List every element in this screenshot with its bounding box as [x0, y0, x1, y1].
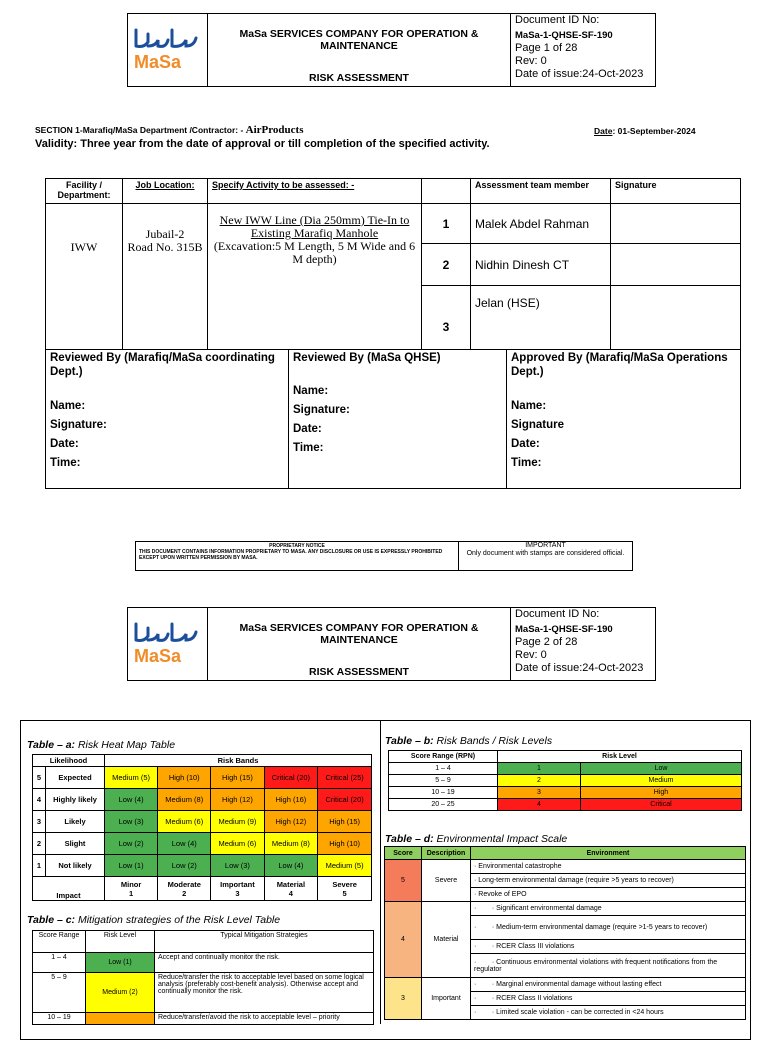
- document-type: RISK ASSESSMENT: [309, 666, 409, 678]
- approved-block: [506, 350, 741, 488]
- env-score: 4: [385, 902, 422, 978]
- page-number: Page 2 of 28: [515, 636, 578, 648]
- job-location-header: Job Location:: [123, 179, 208, 204]
- validity-text: Validity: Three year from the date of approval or till completion of the specified activity.: [35, 138, 490, 150]
- env-item: · · Continuous environmental violations with frequent notifications from the regulator: [471, 954, 746, 978]
- date-label: Date:: [50, 438, 79, 450]
- heat-row: [33, 789, 372, 811]
- env-item: · · Marginal environmental damage without lasting effect: [471, 978, 746, 992]
- heat-cell: High (16): [264, 789, 318, 811]
- team-no: 2: [422, 244, 471, 286]
- logo-text: MaSa: [134, 646, 182, 666]
- env-item: · · Medium-term environmental damage (require >1-5 years to recover): [471, 916, 746, 940]
- masa-arabic-logo-icon: [132, 24, 202, 54]
- band-level: Medium: [581, 775, 742, 787]
- revision: Rev: 0: [515, 649, 547, 661]
- heat-cell: High (10): [318, 833, 372, 855]
- heat-cell: Critical (20): [264, 767, 318, 789]
- impact-cell: Material 4: [264, 877, 318, 901]
- impact-cell: Severe 5: [318, 877, 372, 901]
- likelihood-label: Slight: [46, 833, 105, 855]
- table-b-title: [385, 735, 552, 747]
- revision: Rev: 0: [515, 55, 547, 67]
- heat-row: [33, 811, 372, 833]
- table-d-label: Table – d:: [385, 833, 434, 845]
- company-name: MaSa SERVICES COMPANY FOR OPERATION & MAINTENANCE: [239, 622, 479, 646]
- band-row: [389, 799, 742, 811]
- band-row: [389, 787, 742, 799]
- heat-cell: Low (2): [158, 855, 211, 877]
- mit-row: [33, 1013, 374, 1025]
- mit-text: Reduce/transfer/avoid the risk to acceptable level – priority: [155, 1013, 374, 1025]
- mit-strategy-header: Typical Mitigation Strategies: [155, 931, 374, 953]
- heat-cell: Low (4): [105, 789, 158, 811]
- band-range: 20 – 25: [389, 799, 498, 811]
- heat-cell: High (10): [158, 767, 211, 789]
- band-row: [389, 775, 742, 787]
- reviewed-coord-title: Reviewed By (Marafiq/MaSa coordinating Dept.): [50, 352, 275, 378]
- mitigation-table: [32, 930, 374, 1025]
- likelihood-label: Highly likely: [46, 789, 105, 811]
- env-item: · · RCER Class III violations: [471, 940, 746, 954]
- team-no: 1: [422, 204, 471, 244]
- activity-value: [208, 204, 422, 350]
- reviewed-coord-block: [45, 350, 288, 488]
- page2-header: [127, 607, 656, 681]
- heat-cell: Low (4): [158, 833, 211, 855]
- impact-cell: Moderate 2: [158, 877, 211, 901]
- env-desc-header: Description: [422, 847, 471, 860]
- job-location-line2: Road No. 315B: [127, 240, 203, 254]
- heat-cell: Critical (25): [318, 767, 372, 789]
- likelihood-number: 4: [33, 789, 46, 811]
- likelihood-number: 3: [33, 811, 46, 833]
- assessment-table: [45, 178, 741, 350]
- risk-bands-header: Risk Bands: [105, 755, 372, 767]
- doc-info: [511, 14, 655, 86]
- page-number: Page 1 of 28: [515, 42, 578, 54]
- document-type: RISK ASSESSMENT: [309, 72, 409, 84]
- notice-title: PROPRIETARY NOTICE: [269, 543, 325, 549]
- signature-header: Signature: [611, 179, 741, 204]
- mit-text: Reduce/transfer the risk to acceptable level based on some logical analysis (preferably cost-benefit analysis). Otherwise accept and continually monitor the risk.: [155, 973, 374, 1013]
- band-number: 3: [498, 787, 581, 799]
- likelihood-label: Expected: [46, 767, 105, 789]
- time-label: Time:: [293, 442, 324, 454]
- heat-cell: Critical (20): [318, 789, 372, 811]
- band-level: Low: [581, 763, 742, 775]
- heat-cell: Low (2): [105, 833, 158, 855]
- band-range: 1 – 4: [389, 763, 498, 775]
- heat-cell: Medium (6): [158, 811, 211, 833]
- env-item: · Long-term environmental damage (require >5 years to recover): [471, 874, 746, 888]
- name-label: Name:: [511, 400, 547, 412]
- impact-label: Impact: [33, 877, 105, 901]
- heat-cell: Medium (5): [105, 767, 158, 789]
- env-item: · Environmental catastrophe: [471, 860, 746, 874]
- impact-cell: Minor 1: [105, 877, 158, 901]
- team-header: Assessment team member: [471, 179, 611, 204]
- doc-info: [511, 608, 655, 680]
- facility-value: IWW: [46, 204, 123, 350]
- table-c-title: [27, 914, 280, 926]
- date-label: Date:: [511, 438, 540, 450]
- team-no: 3: [422, 286, 471, 350]
- section-date: [594, 126, 696, 136]
- band-row: [389, 763, 742, 775]
- activity-header: Specify Activity to be assessed: -: [208, 179, 422, 204]
- env-score: 3: [385, 978, 422, 1020]
- env-env-header: Environment: [471, 847, 746, 860]
- date-value: : 01-September-2024: [612, 126, 696, 136]
- impact-row: [33, 877, 372, 901]
- heat-cell: Medium (8): [158, 789, 211, 811]
- table-b-subtitle: Risk Bands / Risk Levels: [433, 735, 553, 747]
- likelihood-number: 2: [33, 833, 46, 855]
- signature-label: Signature:: [293, 404, 350, 416]
- table-a-subtitle: Risk Heat Map Table: [75, 739, 176, 751]
- job-location-line1: Jubail-2: [145, 227, 185, 241]
- reviewed-qhse-block: [288, 350, 506, 488]
- contractor-name: AirProducts: [245, 124, 304, 136]
- table-d-subtitle: Environmental Impact Scale: [433, 833, 568, 845]
- page1-header: [127, 13, 656, 87]
- heat-cell: Medium (6): [211, 833, 264, 855]
- risk-level-header: Risk Level: [498, 751, 742, 763]
- mit-range: 5 – 9: [33, 973, 86, 1013]
- table-a-title: [27, 739, 175, 751]
- rpn-header: Score Range (RPN): [389, 751, 498, 763]
- facility-header: Facility / Department:: [46, 179, 123, 204]
- risk-heat-map: [32, 754, 372, 901]
- logo-text: MaSa: [134, 52, 182, 72]
- band-number: 4: [498, 799, 581, 811]
- doc-id: MaSa-1-QHSE-SF-190: [515, 624, 613, 635]
- team-member: Jelan (HSE): [471, 286, 611, 350]
- env-desc: Severe: [422, 860, 471, 902]
- date-label: Date:: [293, 423, 322, 435]
- band-level: Critical: [581, 799, 742, 811]
- heat-row: [33, 833, 372, 855]
- activity-title: New IWW Line (Dia 250mm) Tie-In to Existing Marafiq Manhole: [219, 213, 410, 240]
- signature-label: Signature:: [50, 419, 107, 431]
- band-level: High: [581, 787, 742, 799]
- team-member: Nidhin Dinesh CT: [471, 244, 611, 286]
- environmental-impact-table: [384, 846, 746, 1020]
- likelihood-label: Not likely: [46, 855, 105, 877]
- env-item: · · Limited scale violation - can be corrected in <24 hours: [471, 1006, 746, 1020]
- team-signature: [611, 286, 741, 350]
- proprietary-notice: [135, 541, 633, 571]
- mit-level-header: Risk Level: [86, 931, 155, 953]
- heat-cell: Low (4): [264, 855, 318, 877]
- heat-cell: Medium (8): [264, 833, 318, 855]
- heat-cell: Medium (9): [211, 811, 264, 833]
- important-title: IMPORTANT: [525, 542, 566, 549]
- section-label: SECTION 1-Marafiq/MaSa Department /Contractor: -: [35, 125, 246, 135]
- team-member: Malek Abdel Rahman: [471, 204, 611, 244]
- band-range: 10 – 19: [389, 787, 498, 799]
- likelihood-label: Likely: [46, 811, 105, 833]
- mit-text: Accept and continually monitor the risk.: [155, 953, 374, 973]
- team-signature: [611, 244, 741, 286]
- heat-row: [33, 855, 372, 877]
- doc-id-label: Document ID No:: [515, 608, 600, 620]
- band-number: 1: [498, 763, 581, 775]
- band-range: 5 – 9: [389, 775, 498, 787]
- env-item: · · RCER Class II violations: [471, 992, 746, 1006]
- table-c-label: Table – c:: [27, 914, 76, 926]
- name-label: Name:: [50, 400, 86, 412]
- likelihood-number: 5: [33, 767, 46, 789]
- signature-label: Signature: [511, 419, 565, 431]
- heat-row: [33, 767, 372, 789]
- heat-cell: Low (1): [105, 855, 158, 877]
- masa-logo: [128, 608, 208, 680]
- heat-cell: Low (3): [211, 855, 264, 877]
- heat-cell: Medium (5): [318, 855, 372, 877]
- doc-id-label: Document ID No:: [515, 14, 600, 26]
- env-item: · Revoke of EPO: [471, 888, 746, 902]
- env-item: · · Significant environmental damage: [471, 902, 746, 916]
- name-label: Name:: [293, 385, 329, 397]
- masa-logo: [128, 14, 208, 86]
- env-desc: Material: [422, 902, 471, 978]
- team-signature: [611, 204, 741, 244]
- env-score: 5: [385, 860, 422, 902]
- mit-level: Low (1): [86, 953, 155, 973]
- mit-row: [33, 953, 374, 973]
- mit-level: [86, 1013, 155, 1025]
- important-body: Only document with stamps are considered official.: [466, 550, 625, 557]
- table-d-title: [385, 833, 567, 845]
- company-name: MaSa SERVICES COMPANY FOR OPERATION & MAINTENANCE: [239, 28, 479, 52]
- approved-title: Approved By (Marafiq/MaSa Operations Dept.): [511, 352, 728, 378]
- heat-cell: High (15): [318, 811, 372, 833]
- notice-body: THIS DOCUMENT CONTAINS INFORMATION PROPRIETARY TO MASA. ANY DISCLOSURE OR USE IS EXPRESSLY PROHIBITED EXCEPT UPON WRITTEN PERMISSION BY MASA.: [139, 549, 443, 561]
- job-location-value: [123, 204, 208, 350]
- env-desc: Important: [422, 978, 471, 1020]
- section-line: [35, 124, 304, 136]
- heat-cell: Low (3): [105, 811, 158, 833]
- band-number: 2: [498, 775, 581, 787]
- env-score-header: Score: [385, 847, 422, 860]
- time-label: Time:: [511, 457, 542, 469]
- risk-bands-table: [388, 750, 742, 811]
- mit-range: 10 – 19: [33, 1013, 86, 1025]
- masa-arabic-logo-icon: [132, 618, 202, 648]
- issue-date: Date of issue:24-Oct-2023: [515, 662, 644, 674]
- date-label: Date: [594, 126, 613, 136]
- issue-date: Date of issue:24-Oct-2023: [515, 68, 644, 80]
- table-c-subtitle: Mitigation strategies of the Risk Level Table: [75, 914, 281, 926]
- mit-range: 1 – 4: [33, 953, 86, 973]
- heat-cell: High (12): [264, 811, 318, 833]
- time-label: Time:: [50, 457, 81, 469]
- likelihood-header: Likelihood: [33, 755, 105, 767]
- table-b-label: Table – b:: [385, 735, 434, 747]
- mit-level: Medium (2): [86, 973, 155, 1013]
- mit-score-header: Score Range: [33, 931, 86, 953]
- heat-cell: High (12): [211, 789, 264, 811]
- activity-detail: (Excavation:5 M Length, 5 M Wide and 6 M depth): [213, 239, 416, 266]
- doc-id: MaSa-1-QHSE-SF-190: [515, 30, 613, 41]
- impact-cell: Important 3: [211, 877, 264, 901]
- reviewed-qhse-title: Reviewed By (MaSa QHSE): [293, 352, 441, 364]
- likelihood-number: 1: [33, 855, 46, 877]
- heat-cell: High (15): [211, 767, 264, 789]
- mit-row: [33, 973, 374, 1013]
- table-a-label: Table – a:: [27, 739, 76, 751]
